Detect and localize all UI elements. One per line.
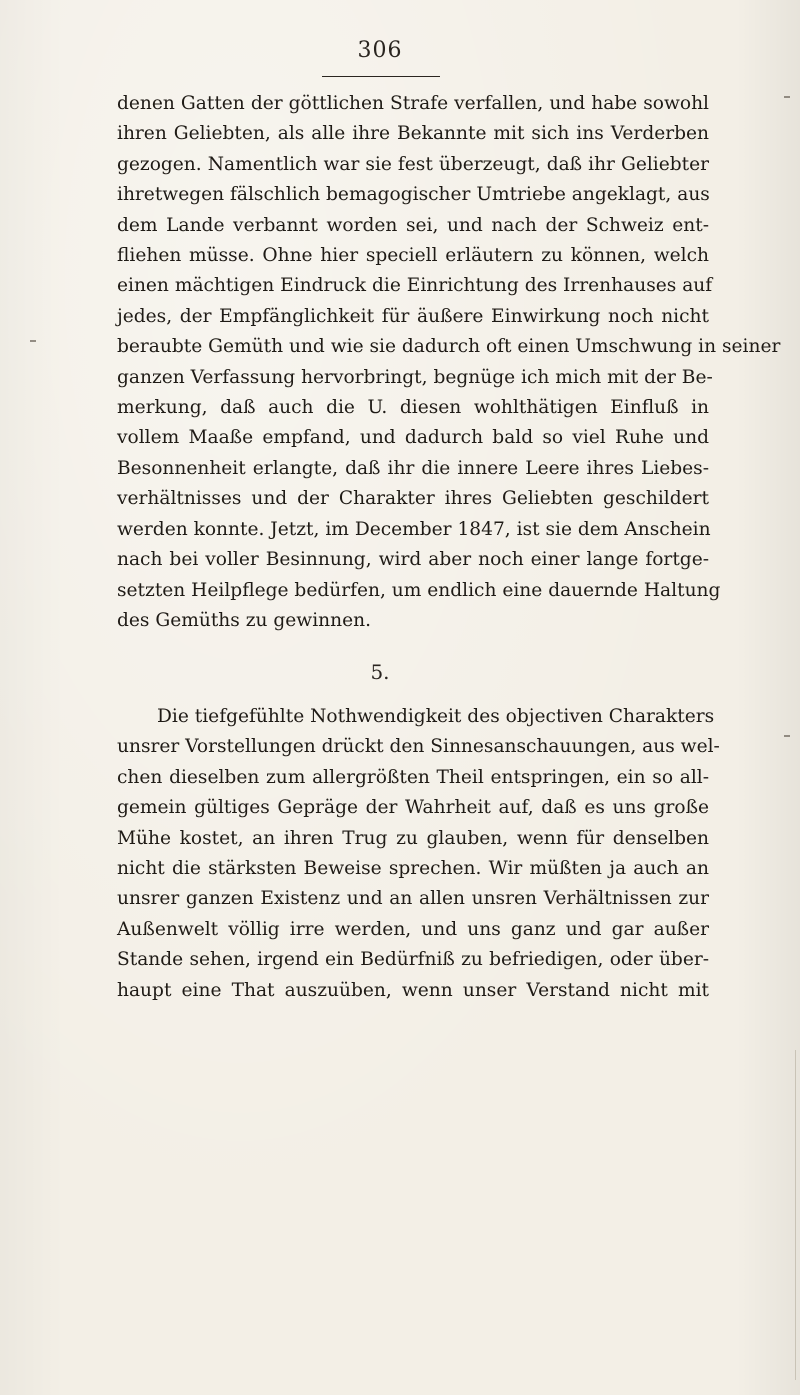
- text-line: Stande sehen, irgend ein Bedürfniß zu befriedigen, oder über-: [117, 949, 709, 971]
- text-line: gemein gültiges Gepräge der Wahrheit auf, daß es uns große: [117, 797, 709, 819]
- text-line: Mühe kostet, an ihren Trug zu glauben, wenn für denselben: [117, 827, 709, 849]
- text-line: vollem Maaße empfand, und dadurch bald so viel Ruhe und: [117, 427, 709, 449]
- text-line: verhältnisses und der Charakter ihres Geliebten geschildert: [117, 488, 709, 510]
- margin-mark: [30, 340, 36, 342]
- text-line: nicht die stärksten Beweise sprechen. Wir müßten ja auch an: [117, 858, 709, 880]
- text-line: Außenwelt völlig irre werden, und uns ganz und gar außer: [117, 918, 709, 940]
- text-line: dem Lande verbannt worden sei, und nach der Schweiz ent-: [117, 214, 709, 236]
- text-line: unsrer Vorstellungen drückt den Sinnesanschauungen, aus wel-: [117, 736, 720, 758]
- text-line: einen mächtigen Eindruck die Einrichtung des Irrenhauses auf: [117, 275, 713, 297]
- text-line: haupt eine That auszuüben, wenn unser Verstand nicht mit: [117, 979, 709, 1001]
- text-line: ganzen Verfassung hervorbringt, begnüge ich mich mit der Be-: [117, 366, 713, 388]
- margin-mark: [784, 96, 790, 98]
- text-line: jedes, der Empfänglichkeit für äußere Einwirkung noch nicht: [117, 305, 709, 327]
- text-line: chen dieselben zum allergrößten Theil entspringen, ein so all-: [117, 766, 709, 788]
- margin-mark: [784, 735, 790, 737]
- text-line: Die tiefgefühlte Nothwendigkeit des objectiven Charakters: [157, 706, 715, 727]
- header-rule: [322, 76, 440, 77]
- paragraph-2: [117, 702, 720, 1006]
- text-line: Besonnenheit erlangte, daß ihr die innere Leere ihres Liebes-: [117, 457, 709, 479]
- text-line: beraubte Gemüth und wie sie dadurch oft einen Umschwung in seiner: [117, 336, 781, 358]
- text-line: unsrer ganzen Existenz und an allen unsren Verhältnissen zur: [117, 888, 709, 910]
- section-number: 5.: [370, 660, 390, 684]
- text-line: ihretwegen fälschlich bemagogischer Umtriebe angeklagt, aus: [117, 184, 710, 206]
- page-edge-line: [795, 1050, 796, 1380]
- text-line: ihren Geliebten, als alle ihre Bekannte mit sich ins Verderben: [117, 123, 709, 145]
- text-line: des Gemüths zu gewinnen.: [117, 609, 372, 631]
- page-number: 306: [357, 38, 403, 63]
- text-line: werden konnte. Jetzt, im December 1847, ist sie dem Anschein: [117, 518, 711, 540]
- text-line: nach bei voller Besinnung, wird aber noch einer lange fortge-: [117, 549, 709, 571]
- text-line: fliehen müsse. Ohne hier speciell erläutern zu können, welch: [117, 245, 709, 267]
- text-line: gezogen. Namentlich war sie fest überzeugt, daß ihr Geliebter: [117, 153, 709, 175]
- text-line: merkung, daß auch die U. diesen wohlthätigen Einfluß in: [117, 397, 709, 419]
- paragraph-1: [117, 89, 781, 636]
- text-line: setzten Heilpflege bedürfen, um endlich eine dauernde Haltung: [117, 579, 721, 601]
- text-line: denen Gatten der göttlichen Strafe verfallen, und habe sowohl: [117, 93, 709, 114]
